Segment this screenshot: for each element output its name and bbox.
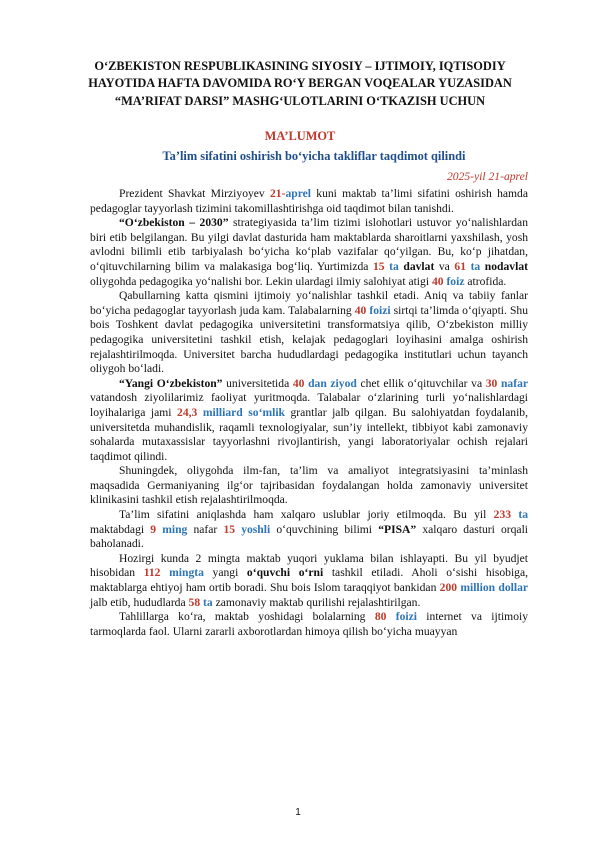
document-date: 2025-yil 21-aprel (446, 170, 528, 183)
text: Shuningdek, oliygohda ilm-fan, ta’lim va amaliyot integratsiyasini ta’minlash maqsadida Germaniyaning ilg‘or tajribasidan foydalangan holda zamonaviy universitet klinikasini tashkil etish rejalashtirilmoqda. (90, 464, 528, 507)
text: maktabdagi (90, 522, 151, 536)
text: tashkil etiladi. Aholi o‘sishi hisobiga, maktablarga ehtiyoj ham ortib boradi. Shu bois Islom taraqqiyot bankidan (90, 566, 529, 595)
number-highlight: 58 (188, 595, 201, 609)
text: o‘quvchining bilimi (270, 522, 379, 536)
unit-highlight: million dollar (457, 581, 529, 595)
bold-term: o‘quvchi o‘rni (246, 566, 324, 580)
unit-highlight: ta (511, 508, 528, 522)
unit-highlight: foizi (386, 610, 417, 624)
paragraph-4 (90, 377, 528, 465)
text: jalb etib, hududlarda (90, 595, 189, 609)
number-highlight: 15 (223, 522, 236, 536)
number-highlight: 24,3 (177, 405, 198, 419)
unit-highlight: yoshli (235, 522, 271, 536)
number-highlight: 30 (485, 376, 498, 390)
text: Tahlillarga ko‘ra, maktab yoshidagi bolalarning (119, 610, 375, 624)
unit-highlight: foiz (443, 274, 465, 288)
number-highlight: 21- (269, 187, 286, 200)
number-highlight: 61 (454, 259, 466, 273)
page-number: 1 (295, 807, 301, 818)
unit-highlight: aprel (285, 187, 312, 200)
text: kuni maktab ta’limi sifatini oshirish hamda pedagoglar tayyorlash tizimini takomillashtirishga oid taqdimot bilan tanishdi. (90, 187, 528, 215)
document-body (90, 187, 528, 639)
text: strategiyasida ta’lim tizimi islohotlari ustuvor yo‘nalishlardan biri etib belgilangan. Bu yilgi davlat dasturida ham maktablarda sharoitlarni yaxshilash, yosh avlodni bilimli etib tarbiyalash bo‘yicha ko‘plab vazifalar qo‘yilgan. Bu, ko‘p jihatdan, o‘qituvchilarning bilim va malakasiga bog‘liq. Yurtimizda (90, 216, 528, 273)
unit-highlight: ming (156, 522, 188, 536)
number-highlight: 200 (439, 581, 458, 595)
bold-term: “Yangi O‘zbekiston” (119, 376, 223, 390)
text: internet va ijtimoiy tarmoqlarda faol. Ularni zararli axborotlardan himoya qilish bo‘yicha muayyan (90, 610, 529, 638)
number-highlight: 233 (493, 508, 512, 522)
paragraph-8 (90, 610, 528, 639)
unit-highlight: foizi (366, 303, 391, 317)
text: xalqaro dasturi orqali baholanadi. (90, 522, 529, 551)
section-label: MA’LUMOT (264, 129, 336, 143)
paragraph-5 (90, 464, 528, 508)
number-highlight: 9 (150, 522, 157, 536)
text: va (434, 259, 455, 273)
paragraph-2 (90, 216, 528, 289)
text: yangi (203, 566, 247, 580)
document-subtitle: Ta’lim sifatini oshirish bo‘yicha takliflar taqdimot qilindi (162, 149, 466, 163)
text: Qabullarning katta qismini ijtimoiy yo‘nalishlar tashkil etadi. Aniq va tabiiy fanlar bo‘yicha pedagoglar tayyorlash juda kam. Talabalarning (90, 289, 528, 317)
text: nafar (187, 522, 224, 536)
text: Hozirgi kunda 2 mingta maktab yuqori yuklama bilan ishlayapti. Bu yil byudjet hisobidan (90, 551, 528, 580)
unit-highlight: ta (200, 595, 213, 609)
text: atrofida. (464, 274, 507, 288)
unit-highlight: ta (466, 259, 481, 273)
text: sirtqi ta’limda o‘qiyapti. Shu bois Toshkent davlat pedagogika universitetini transformatsiya qilib, O‘zbekiston milliy pedagogika universitetini tashkil etish, kelajak pedagoglari loyihasini amalga oshirish rejalashtirilmoqda. Universitet barcha hududlardagi pedagogika institutlari uchun tayanch oliygoh bo‘ladi. (90, 303, 528, 376)
text: grantlar jalb qilgan. Bu salohiyatdan foydalanib, universitetda muhandislik, raqamli texnologiyalar, sun’iy intellekt, tibbiyot kabi zamonaviy sohalarda mutaxassislar tayyorlashni rivojlantirish, yangi laboratoriyalar ochish rejalari taqdimot qilindi. (90, 405, 529, 463)
bold-term: “O‘zbekiston – 2030” (119, 216, 229, 230)
document-title: O‘ZBEKISTON RESPUBLIKASINING SIYOSIY – IJTIMOIY, IQTISODIY HAYOTIDA HAFTA DAVOMIDA RO‘Y BERGAN VOQEALAR YUZASIDAN “MA’RIFAT DARSI” MASHG‘ULOTLARINI O‘TKAZISH UCHUN (88, 59, 512, 108)
bold-term: nodavlat (480, 259, 528, 273)
unit-highlight: mingta (160, 566, 204, 580)
number-highlight: 112 (143, 566, 161, 580)
unit-highlight: milliard so‘mlik (197, 405, 285, 419)
bold-term: “PISA” (378, 522, 417, 536)
text: universitetida (222, 376, 293, 390)
text: chet ellik o‘qituvchilar va (356, 376, 486, 390)
text: Prezident Shavkat Mirziyoyev (119, 187, 270, 200)
bold-term: davlat (398, 259, 435, 273)
unit-highlight: ta (384, 259, 399, 273)
paragraph-6 (90, 508, 528, 552)
text: zamonaviy maktab qurilishi rejalashtirilgan. (212, 595, 421, 609)
number-highlight: 80 (374, 610, 387, 624)
number-highlight: 40 (292, 376, 305, 390)
number-highlight: 40 (354, 303, 367, 317)
text: Ta’lim sifatini aniqlashda ham xalqaro uslublar joriy etilmoqda. Bu yil (119, 508, 494, 522)
number-highlight: 15 (372, 259, 385, 273)
paragraph-3 (90, 289, 528, 377)
number-highlight: 40 (431, 274, 444, 288)
text: oliygohda pedagogika yo‘nalishi bor. Lekin ulardagi ilmiy salohiyat atigi (90, 274, 432, 288)
paragraph-7 (90, 552, 528, 610)
unit-highlight: dan ziyod (304, 376, 357, 390)
unit-highlight: nafar (497, 376, 529, 390)
paragraph-1 (90, 187, 528, 216)
text: vatandosh ziyolilarimiz faoliyat yuritmoqda. Talabalar o‘zlarining turli yo‘nalishlardagi loyihalariga jami (90, 391, 528, 419)
